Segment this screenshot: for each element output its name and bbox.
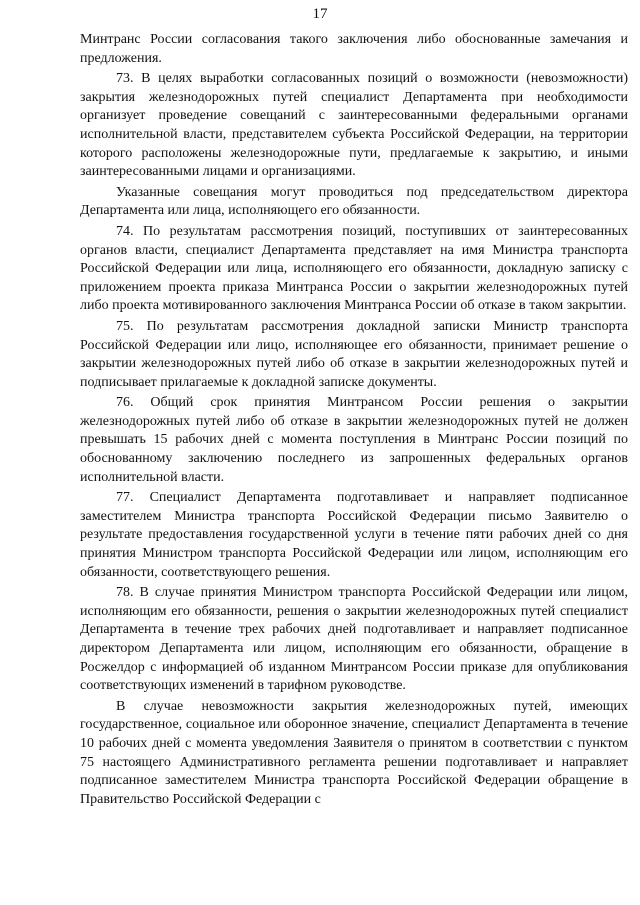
paragraph-78: 78. В случае принятия Министром транспорта Российской Федерации или лицом, исполняющим его обязанности, решения о закрытии железнодорожных путей специалист Департамента в течение трех рабочих дней подготавливает и направляет подписанное директором Департамента или лицом, исполняющим его обязанности, обращение в Росжелдор с информацией об изданном Минтрансом России приказе для опубликования соответствующих изменений в тарифном руководстве. <box>80 585 628 694</box>
paragraph-76: 76. Общий срок принятия Минтрансом России решения о закрытии железнодорожных путей либо об отказе в закрытии железнодорожных путей не должен превышать 15 рабочих дней с момента поступления в Минтранс России позиций по обоснованному заключению последнего из запрошенных федеральных органов исполнительной власти. <box>80 395 628 485</box>
paragraph-74: 74. По результатам рассмотрения позиций, поступивших от заинтересованных органов власти, специалист Департамента представляет на имя Министра транспорта Российской Федерации или лица, исполняющего его обязанности, докладную записку с приложением проекта приказа Минтранса России о закрытии железнодорожных путей либо проекта мотивированного заключения Минтранса России об отказе в таком закрытии. <box>80 223 628 314</box>
document-body <box>80 31 628 811</box>
paragraph-75: 75. По результатам рассмотрения докладной записки Министр транспорта Российской Федерации или лицо, исполняющее его обязанности, принимает решение о закрытии железнодорожных путей либо об отказе в закрытии железнодорожных путей и подписывает прилагаемые к докладной записке документы. <box>80 318 628 390</box>
paragraph-77: 77. Специалист Департамента подготавливает и направляет подписанное заместителем Министра транспорта Российской Федерации письмо Заявителю о результате предоставления государственной услуги в течение пяти рабочих дней со дня принятия Министром транспорта Российской Федерации или лицом, исполняющим его обязанности, соответствующего решения. <box>80 490 628 580</box>
paragraph-73-meetings: Указанные совещания могут проводиться под председательством директора Департамента или лица, исполняющего его обязанности. <box>80 184 628 219</box>
paragraph-continuation: Минтранс России согласования такого заключения либо обоснованные замечания и предложения. <box>80 32 628 66</box>
page-number: 17 <box>312 6 328 22</box>
paragraph-78-impossibility: В случае невозможности закрытия железнодорожных путей, имеющих государственное, социальное или оборонное значение, специалист Департамента в течение 10 рабочих дней с момента уведомления Заявителя о принятом в соответствии с пунктом 75 настоящего Административного регламента решении подготавливает и направляет подписанное заместителем Министра транспорта Российской Федерации обращение в Правительство Российской Федерации с <box>80 698 628 807</box>
paragraph-73: 73. В целях выработки согласованных позиций о возможности (невозможности) закрытия железнодорожных путей специалист Департамента при необходимости организует проведение совещаний с заинтересованными федеральными органами исполнительной власти, представителем субъекта Российской Федерации, на территории которого расположены железнодорожные пути, предлагаемые к закрытию, и иными заинтересованными лицами и организациями. <box>80 71 628 180</box>
